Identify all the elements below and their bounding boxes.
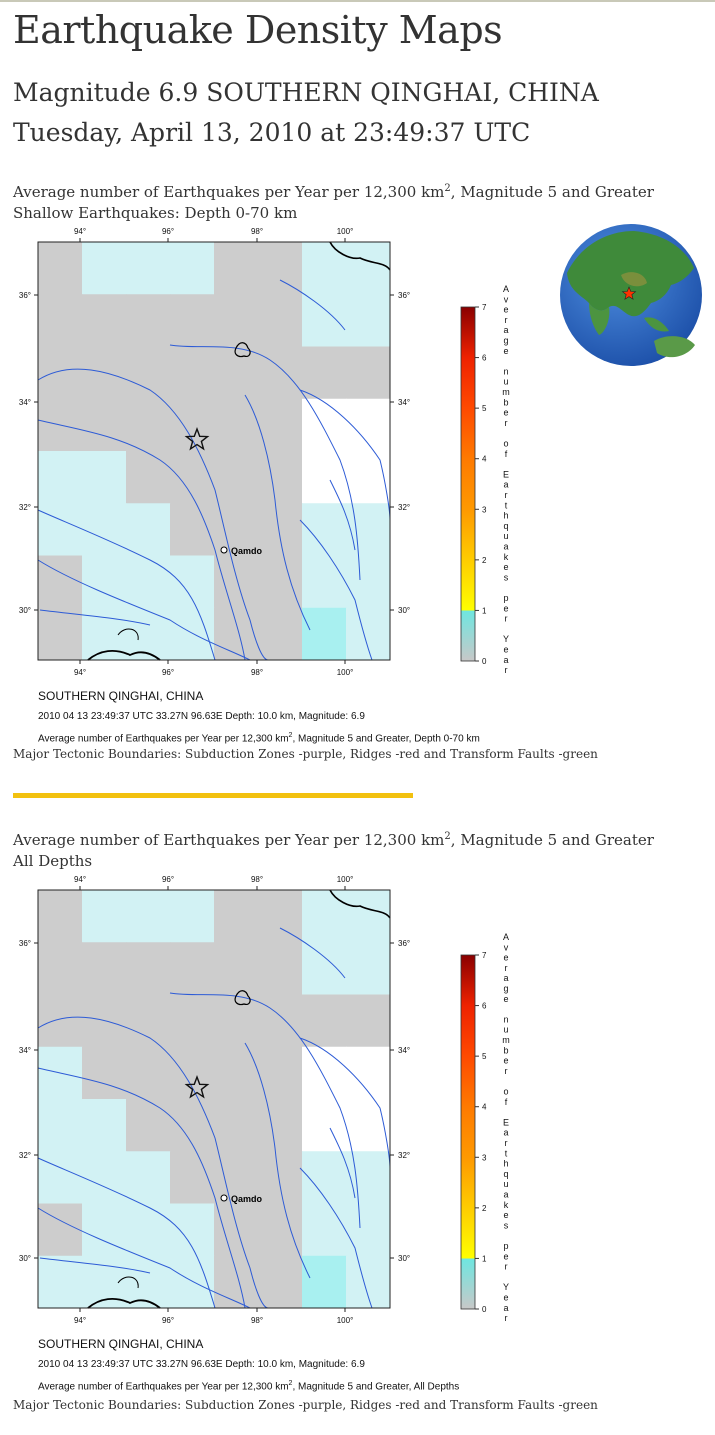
lat-tick-label: 30° <box>18 1254 31 1263</box>
density-grid <box>38 890 391 1309</box>
lon-tick-label: 100° <box>336 668 354 677</box>
legend-title-char: e <box>503 993 509 1004</box>
legend-title-char: v <box>503 294 509 305</box>
density-cell <box>126 942 171 995</box>
density-cell <box>82 1047 127 1100</box>
density-cell <box>258 347 303 400</box>
density-cell <box>346 608 391 661</box>
lon-tick-label: 96° <box>161 227 175 236</box>
density-cell <box>214 1256 259 1309</box>
density-cell <box>126 503 171 556</box>
lon-tick-label: 100° <box>336 227 354 236</box>
density-cell <box>38 556 83 609</box>
legend-title-char: a <box>503 973 509 984</box>
density-cell <box>126 1151 171 1204</box>
lon-tick-label: 94° <box>73 875 87 884</box>
legend-title-char: n <box>503 1014 509 1025</box>
density-cell <box>38 1204 83 1257</box>
lat-tick-label: 30° <box>398 606 411 615</box>
legend-tick-label: 0 <box>482 1305 487 1314</box>
legend-title-char: e <box>503 345 509 356</box>
map1-heading-sup: 2 <box>444 183 451 194</box>
legend-title-char: k <box>503 551 509 562</box>
legend-title-char: t <box>504 1148 508 1159</box>
density-cell <box>258 294 303 347</box>
legend-title-char: e <box>503 1210 509 1221</box>
map1-caption <box>38 732 480 744</box>
lon-tick-label: 94° <box>73 1316 87 1325</box>
legend-title-char: e <box>503 562 509 573</box>
map2-tectonic-note: Major Tectonic Boundaries: Subduction Zones -purple, Ridges -red and Transform Faults -green <box>13 1398 598 1412</box>
density-cell <box>346 556 391 609</box>
legend-title-char: s <box>503 572 509 583</box>
lon-tick-label: 98° <box>250 668 264 677</box>
legend-title-char: g <box>503 335 509 346</box>
density-cell <box>258 890 303 943</box>
legend-tick-label: 6 <box>482 353 487 363</box>
map1-caption-tail: , Magnitude 5 and Greater, Depth 0-70 km <box>292 733 480 745</box>
density-cell <box>346 1151 391 1204</box>
density-cell <box>302 995 347 1048</box>
legend-title-char: a <box>503 1302 509 1313</box>
density-cell <box>170 995 215 1048</box>
map2-heading-line2: All Depths <box>13 852 93 870</box>
legend-tick-label: 3 <box>482 1153 487 1163</box>
density-cell <box>82 399 127 452</box>
density-cell <box>126 399 171 452</box>
page-title: Earthquake Density Maps <box>13 8 503 52</box>
legend-title-char: r <box>504 314 508 325</box>
legend-title-char: a <box>503 541 509 552</box>
legend-title-char: u <box>503 1179 509 1190</box>
map2-caption-main: Average number of Earthquakes per Year per 12,300 km <box>38 1381 289 1393</box>
density-cell <box>38 242 83 295</box>
lat-tick-label: 34° <box>398 398 411 407</box>
density-cell <box>170 890 215 943</box>
legend-title-char: n <box>503 366 509 377</box>
map2-caption <box>38 1380 459 1392</box>
lat-tick-label: 32° <box>398 1151 411 1160</box>
density-cell <box>258 1099 303 1152</box>
legend-title-char: m <box>502 387 510 397</box>
density-cell <box>82 242 127 295</box>
map1-caption-main: Average number of Earthquakes per Year per 12,300 km <box>38 733 289 745</box>
density-cell <box>258 242 303 295</box>
density-cell <box>214 1099 259 1152</box>
density-cell <box>214 399 259 452</box>
density-cell <box>214 890 259 943</box>
density-cell <box>38 1256 83 1309</box>
legend-tick-label: 7 <box>482 951 487 960</box>
density-cell <box>258 451 303 504</box>
map2-caption-sup: 2 <box>288 1380 293 1387</box>
density-cell <box>346 942 391 995</box>
density-cell <box>258 1204 303 1257</box>
density-cell <box>258 503 303 556</box>
map2-heading <box>13 826 654 872</box>
legend-title-char: r <box>504 490 508 500</box>
density-cell <box>82 294 127 347</box>
legend-title-char: f <box>504 1096 508 1107</box>
lat-tick-label: 36° <box>398 939 411 948</box>
legend-title-char: u <box>503 531 509 542</box>
density-cell <box>258 556 303 609</box>
legend-title-char: r <box>504 613 508 624</box>
legend-title-char: e <box>503 1055 509 1066</box>
legend-tick-label: 5 <box>482 404 487 414</box>
lon-tick-label: 96° <box>161 668 175 677</box>
legend-title-char: A <box>502 284 510 294</box>
lat-tick-label: 36° <box>18 939 31 948</box>
legend-tick-label: 1 <box>482 1254 487 1264</box>
legend-title-char: q <box>503 520 509 531</box>
density-cell <box>38 294 83 347</box>
legend-tick-label: 5 <box>482 1052 487 1062</box>
density-cell <box>302 556 347 609</box>
legend-tick-label: 7 <box>482 303 487 312</box>
density-cell <box>126 1204 171 1257</box>
density-cell <box>258 1256 303 1309</box>
lon-tick-label: 94° <box>73 668 87 677</box>
density-cell <box>82 1204 127 1257</box>
density-cell <box>302 1204 347 1257</box>
density-cell <box>346 995 391 1048</box>
event-date: Tuesday, April 13, 2010 at 23:49:37 UTC <box>13 118 531 147</box>
density-cell <box>38 995 83 1048</box>
legend-title-char: u <box>503 1024 509 1035</box>
density-cell <box>126 890 171 943</box>
lat-tick-label: 32° <box>398 503 411 512</box>
legend-tick-label: 2 <box>482 555 487 565</box>
legend-title-char: Y <box>502 634 510 645</box>
legend-title-char: a <box>503 325 509 336</box>
map2-event-info: 2010 04 13 23:49:37 UTC 33.27N 96.63E Depth: 10.0 km, Magnitude: 6.9 <box>38 1359 365 1370</box>
density-cell <box>214 608 259 661</box>
lon-tick-label: 100° <box>336 1316 354 1325</box>
density-cell <box>302 1047 347 1100</box>
legend-tick-label: 6 <box>482 1001 487 1011</box>
density-cell <box>346 242 391 295</box>
legend-title-char: q <box>503 1168 509 1179</box>
map1-heading-line2: Shallow Earthquakes: Depth 0-70 km <box>13 204 298 222</box>
city-label: Qamdo <box>231 1194 263 1204</box>
legend-title-char: g <box>503 983 509 994</box>
legend-title-char: o <box>503 1086 509 1097</box>
legend-title-char: r <box>504 665 508 676</box>
legend-tick-label: 4 <box>482 454 487 464</box>
legend-title-char: e <box>503 1292 509 1303</box>
legend-title-char: e <box>503 644 509 655</box>
density-cell <box>126 1099 171 1152</box>
lon-tick-label: 100° <box>336 875 354 884</box>
lon-tick-label: 98° <box>250 227 264 236</box>
legend-title-char: f <box>504 448 508 459</box>
legend-title-char: r <box>504 1138 508 1148</box>
lat-tick-label: 32° <box>18 503 31 512</box>
map2-heading-main: Average number of Earthquakes per Year per 12,300 km <box>13 831 445 849</box>
legend-title-char: r <box>504 1313 508 1324</box>
locator-globe <box>559 223 703 367</box>
density-cell <box>38 890 83 943</box>
density-cell <box>302 242 347 295</box>
density-cell <box>214 556 259 609</box>
legend-title-char: k <box>503 1199 509 1210</box>
lon-tick-label: 96° <box>161 875 175 884</box>
map1-heading-tail: , Magnitude 5 and Greater <box>450 183 654 201</box>
map1-tectonic-note: Major Tectonic Boundaries: Subduction Zones -purple, Ridges -red and Transform Faults -green <box>13 747 598 761</box>
density-cell <box>214 1204 259 1257</box>
legend-title-char: o <box>503 438 509 449</box>
density-cell <box>258 1151 303 1204</box>
legend-title-char: e <box>503 1251 509 1262</box>
density-cell <box>38 347 83 400</box>
map2-caption-tail: , Magnitude 5 and Greater, All Depths <box>292 1381 460 1393</box>
density-cell <box>82 1151 127 1204</box>
lat-tick-label: 36° <box>398 291 411 300</box>
density-cell <box>38 503 83 556</box>
legend-title-char: a <box>503 654 509 665</box>
density-cell <box>302 399 347 452</box>
legend-title-char: v <box>503 942 509 953</box>
legend-title-char: s <box>503 1220 509 1231</box>
legend-title-char: r <box>504 962 508 973</box>
legend-title-char: r <box>504 1065 508 1076</box>
map1-heading <box>13 178 654 224</box>
legend-title-char: e <box>503 304 509 315</box>
legend-title-char: t <box>504 500 508 511</box>
density-cell <box>214 294 259 347</box>
lat-tick-label: 30° <box>398 1254 411 1263</box>
globe-landmass-australia <box>654 336 695 357</box>
density-cell <box>126 294 171 347</box>
density-cell <box>82 556 127 609</box>
density-cell <box>82 451 127 504</box>
density-cell <box>82 1099 127 1152</box>
map1-event-info: 2010 04 13 23:49:37 UTC 33.27N 96.63E Depth: 10.0 km, Magnitude: 6.9 <box>38 711 365 722</box>
city-label: Qamdo <box>231 546 263 556</box>
lon-tick-label: 98° <box>250 1316 264 1325</box>
legend-title-char: a <box>503 479 509 490</box>
density-cell <box>170 347 215 400</box>
density-cell <box>214 942 259 995</box>
legend-1 <box>440 280 530 690</box>
legend-title-char: E <box>502 469 510 480</box>
legend-title-char: r <box>504 1261 508 1272</box>
city-marker-icon <box>221 1195 227 1201</box>
density-cell <box>126 347 171 400</box>
map2-heading-sup: 2 <box>444 831 451 842</box>
density-cell <box>38 451 83 504</box>
legend-tick-label: 1 <box>482 606 487 616</box>
density-cell <box>126 451 171 504</box>
density-cell <box>346 1256 391 1309</box>
density-cell <box>346 1204 391 1257</box>
density-cell <box>302 890 347 943</box>
density-cell <box>38 1151 83 1204</box>
density-cell <box>346 294 391 347</box>
legend-title-char: a <box>503 1189 509 1200</box>
lat-tick-label: 34° <box>18 1046 31 1055</box>
lat-tick-label: 30° <box>18 606 31 615</box>
legend-title-char: a <box>503 1127 509 1138</box>
legend-title-char: A <box>502 932 510 942</box>
density-cell <box>126 556 171 609</box>
event-title: Magnitude 6.9 SOUTHERN QINGHAI, CHINA <box>13 78 599 107</box>
density-cell <box>302 294 347 347</box>
section-divider <box>13 793 413 798</box>
top-rule <box>0 0 715 2</box>
legend-tick-label: 4 <box>482 1102 487 1112</box>
legend-2 <box>440 928 530 1338</box>
map1-caption-sup: 2 <box>288 732 293 739</box>
lat-tick-label: 34° <box>18 398 31 407</box>
density-cell <box>302 608 347 661</box>
legend-title-char: p <box>503 1241 509 1251</box>
map2-heading-tail: , Magnitude 5 and Greater <box>450 831 654 849</box>
lon-tick-label: 98° <box>250 875 264 884</box>
legend-title-char: b <box>503 397 509 408</box>
density-cell <box>170 608 215 661</box>
legend-title-char: u <box>503 376 509 387</box>
density-cell <box>302 942 347 995</box>
density-cell <box>214 451 259 504</box>
legend-colorbar <box>461 307 475 661</box>
density-cell <box>346 503 391 556</box>
density-cell <box>82 503 127 556</box>
density-cell <box>346 347 391 400</box>
density-cell <box>170 942 215 995</box>
legend-colorbar <box>461 955 475 1309</box>
density-cell <box>214 242 259 295</box>
legend-title-char: Y <box>502 1282 510 1293</box>
legend-title-char: b <box>503 1045 509 1056</box>
density-cell <box>126 995 171 1048</box>
map1-heading-main: Average number of Earthquakes per Year per 12,300 km <box>13 183 445 201</box>
map2-region-label: SOUTHERN QINGHAI, CHINA <box>38 1337 204 1351</box>
density-cell <box>170 1256 215 1309</box>
legend-title-char: e <box>503 407 509 418</box>
legend-title-char: m <box>502 1035 510 1045</box>
density-cell <box>82 942 127 995</box>
legend-title-char: r <box>504 417 508 428</box>
legend-title-char: h <box>503 510 509 521</box>
density-cell <box>126 242 171 295</box>
lat-tick-label: 36° <box>18 291 31 300</box>
lat-tick-label: 34° <box>398 1046 411 1055</box>
density-cell <box>38 1099 83 1152</box>
density-grid <box>38 242 391 661</box>
density-cell <box>38 942 83 995</box>
density-cell <box>258 942 303 995</box>
legend-title-char: h <box>503 1158 509 1169</box>
legend-tick-label: 2 <box>482 1203 487 1213</box>
legend-tick-label: 0 <box>482 657 487 666</box>
density-cell <box>214 1047 259 1100</box>
density-cell <box>302 1256 347 1309</box>
density-cell <box>170 294 215 347</box>
legend-title-char: e <box>503 952 509 963</box>
city-marker-icon <box>221 547 227 553</box>
density-cell <box>82 890 127 943</box>
density-cell <box>302 347 347 400</box>
lon-tick-label: 96° <box>161 1316 175 1325</box>
density-cell <box>126 1047 171 1100</box>
density-cell <box>346 890 391 943</box>
density-cell <box>258 608 303 661</box>
legend-title-char: E <box>502 1117 510 1128</box>
map1-region-label: SOUTHERN QINGHAI, CHINA <box>38 689 204 703</box>
density-cell <box>258 995 303 1048</box>
legend-title-char: p <box>503 593 509 603</box>
density-cell <box>170 242 215 295</box>
legend-tick-label: 3 <box>482 505 487 515</box>
lat-tick-label: 32° <box>18 1151 31 1160</box>
lon-tick-label: 94° <box>73 227 87 236</box>
legend-title-char: e <box>503 603 509 614</box>
density-cell <box>38 608 83 661</box>
